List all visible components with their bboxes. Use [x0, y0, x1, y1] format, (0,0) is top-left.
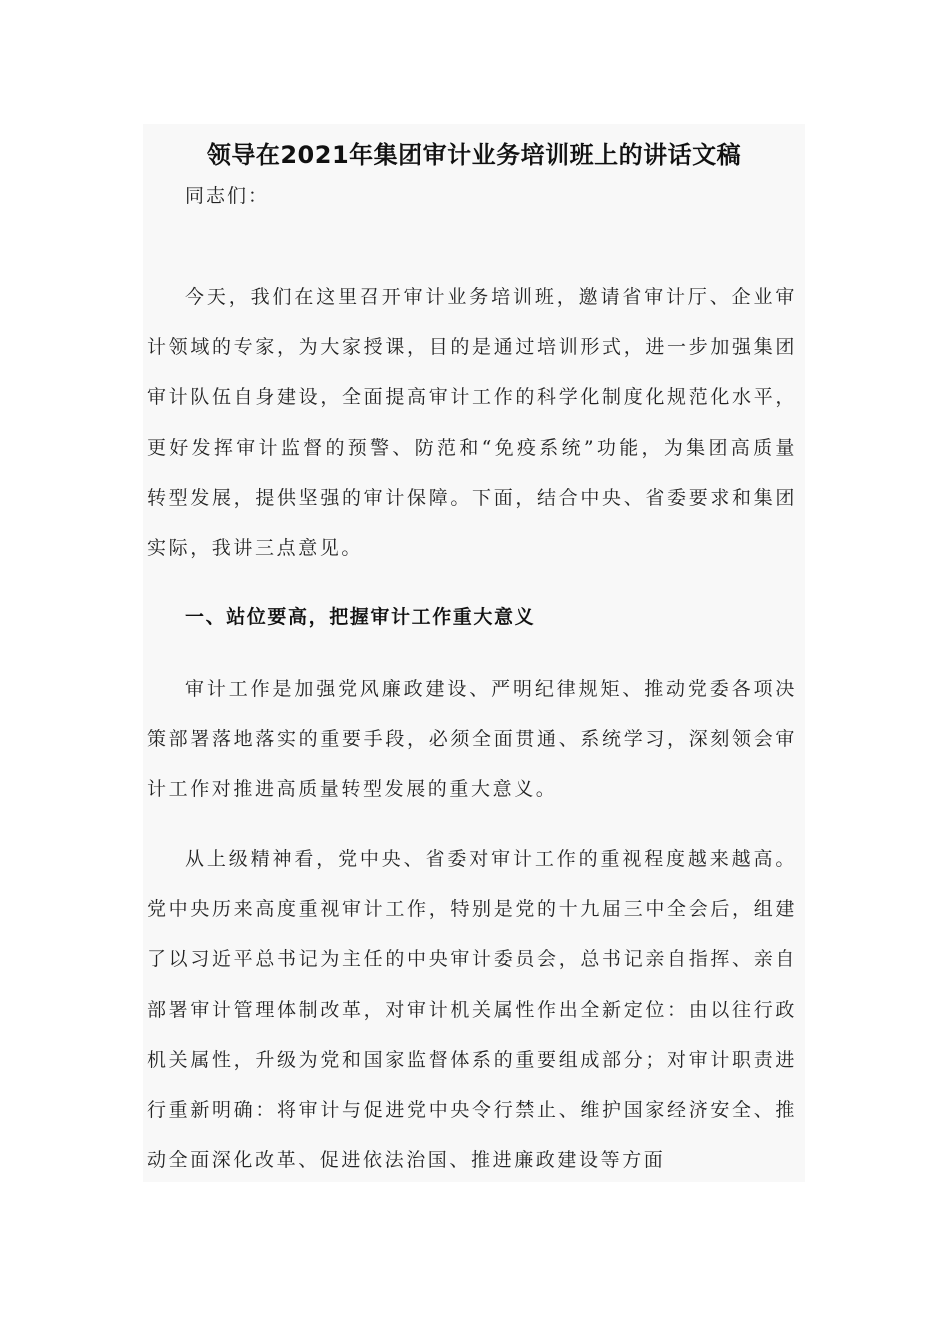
paragraph-section-1: 审计工作是加强党风廉政建设、严明纪律规矩、推动党委各项决策部署落地落实的重要手段，必须全面贯通、系统学习，深刻领会审计工作对推进高质量转型发展的重大意义。	[147, 678, 797, 801]
paragraph-intro: 今天，我们在这里召开审计业务培训班，邀请省审计厅、企业审计领域的专家，为大家授课，目的是通过培训形式，进一步加强集团审计队伍自身建设，全面提高审计工作的科学化制度化规范化水平，更好发挥审计监督的预警、防范和“免疫系统”功能，为集团高质量转型发展，提供坚强的审计保障。下面，结合中央、省委要求和集团实际，我讲三点意见。	[147, 286, 797, 560]
section-heading: 一、站位要高，把握审计工作重大意义	[185, 606, 536, 628]
document-title: 领导在2021年集团审计业务培训班上的讲话文稿	[206, 141, 742, 169]
salutation: 同志们：	[185, 185, 270, 207]
document-page	[143, 124, 805, 1182]
paragraph-section-2: 从上级精神看，党中央、省委对审计工作的重视程度越来越高。党中央历来高度重视审计工作，特别是党的十九届三中全会后，组建了以习近平总书记为主任的中央审计委员会，总书记亲自指挥、亲自部署审计管理体制改革，对审计机关属性作出全新定位：由以往行政机关属性，升级为党和国家监督体系的重要组成部分；对审计职责进行重新明确：将审计与促进党中央令行禁止、维护国家经济安全、推动全面深化改革、促进依法治国、推进廉政建设等方面	[147, 848, 797, 1172]
